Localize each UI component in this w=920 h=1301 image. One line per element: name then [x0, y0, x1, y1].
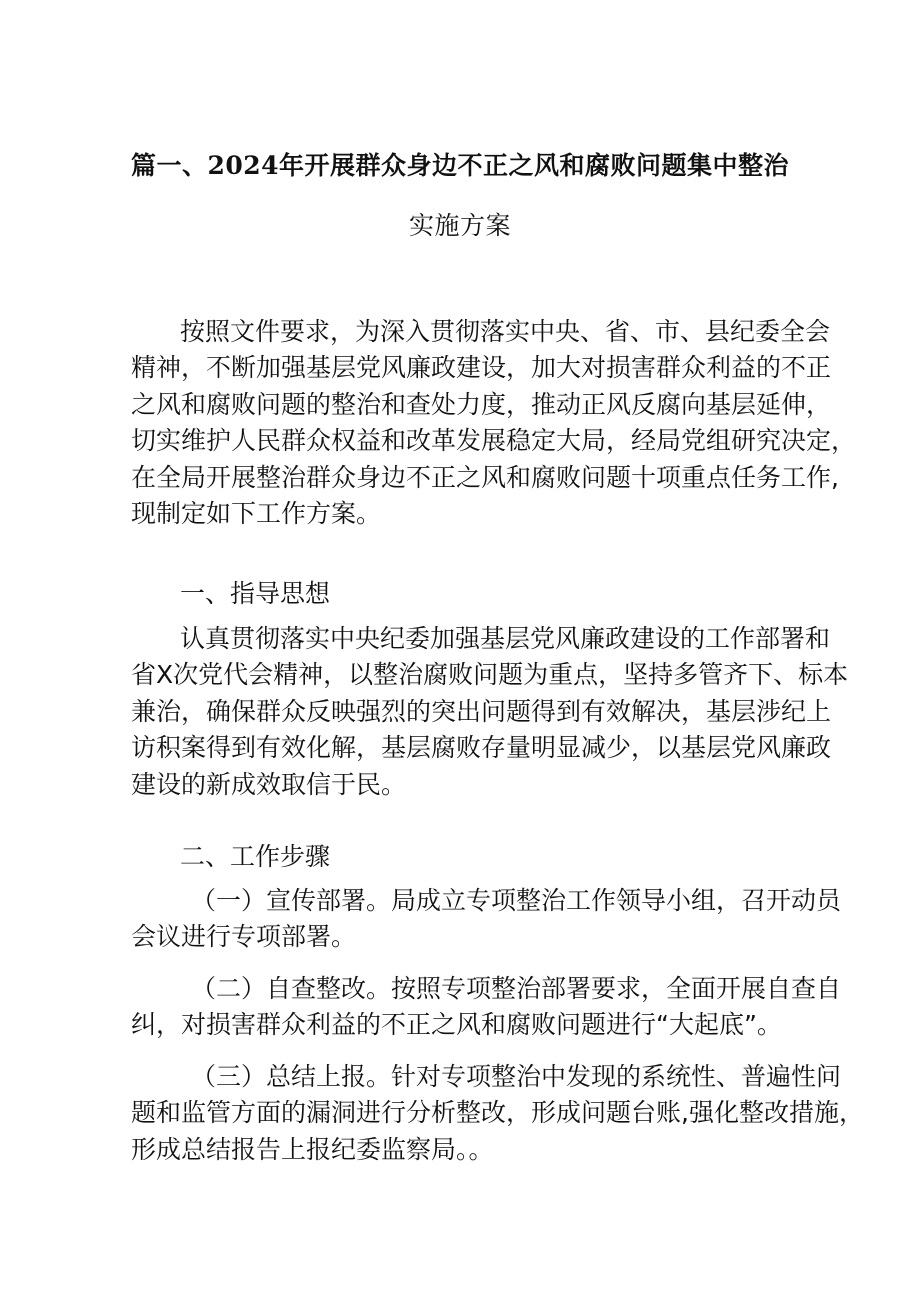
step3-line: 题和监管方面的漏洞进行分析整改，形成问题台账,强化整改措施， — [131, 1098, 864, 1128]
section1-line: 兼治，确保群众反映强烈的突出问题得到有效解决，基层涉纪上 — [131, 696, 832, 726]
step2-line: （二）自查整改。按照专项整治部署要求，全面开展自查自 — [191, 974, 842, 1003]
step1-paragraph — [131, 883, 842, 956]
document-title: 篇一、2024年开展群众身边不正之风和腐败问题集中整治 — [130, 151, 790, 180]
intro-line: 在全局开展整治群众身边不正之风和腐败问题十项重点任务工作, — [131, 462, 839, 492]
section1-line: 建设的新成效取信于民。 — [131, 769, 407, 799]
document-title-line2: 实施方案 — [408, 211, 511, 240]
step3-line: 形成总结报告上报纪委监察局。。 — [131, 1134, 494, 1164]
intro-line: 切实维护人民群众权益和改革发展稳定大局，经局党组研究决定， — [131, 426, 857, 456]
intro-line: 之风和腐败问题的整治和查处力度，推动正风反腐向基层延伸， — [131, 389, 832, 419]
section1-line: 省X次党代会精神，以整治腐败问题为重点，坚持多管齐下、标本 — [131, 660, 849, 690]
intro-line: 按照文件要求，为深入贯彻落实中央、省、市、县纪委全会 — [180, 317, 831, 346]
section1-paragraph — [131, 621, 849, 803]
section1-line: 认真贯彻落实中央纪委加强基层党风廉政建设的工作部署和 — [180, 624, 831, 653]
intro-paragraph — [131, 314, 857, 532]
intro-line: 现制定如下工作方案。 — [131, 498, 382, 528]
section1-heading: 一、指导思想 — [180, 579, 331, 608]
step1-line: （一）宣传部署。局成立专项整治工作领导小组，召开动员 — [191, 886, 842, 915]
section1-line: 访积案得到有效化解，基层腐败存量明显减少，以基层党风廉政 — [131, 733, 832, 763]
step2-paragraph — [131, 971, 842, 1044]
intro-line: 精神，不断加强基层党风廉政建设，加大对损害群众利益的不正 — [131, 353, 832, 383]
section2-heading: 二、工作步骤 — [180, 842, 331, 871]
step1-line: 会议进行专项部署。 — [131, 922, 357, 952]
step3-line: （三）总结上报。针对专项整治中发现的系统性、普遍性问 — [191, 1062, 842, 1091]
step2-line: 纠，对损害群众利益的不正之风和腐败问题进行“大起底”。 — [131, 1010, 782, 1040]
step3-paragraph — [131, 1059, 864, 1168]
